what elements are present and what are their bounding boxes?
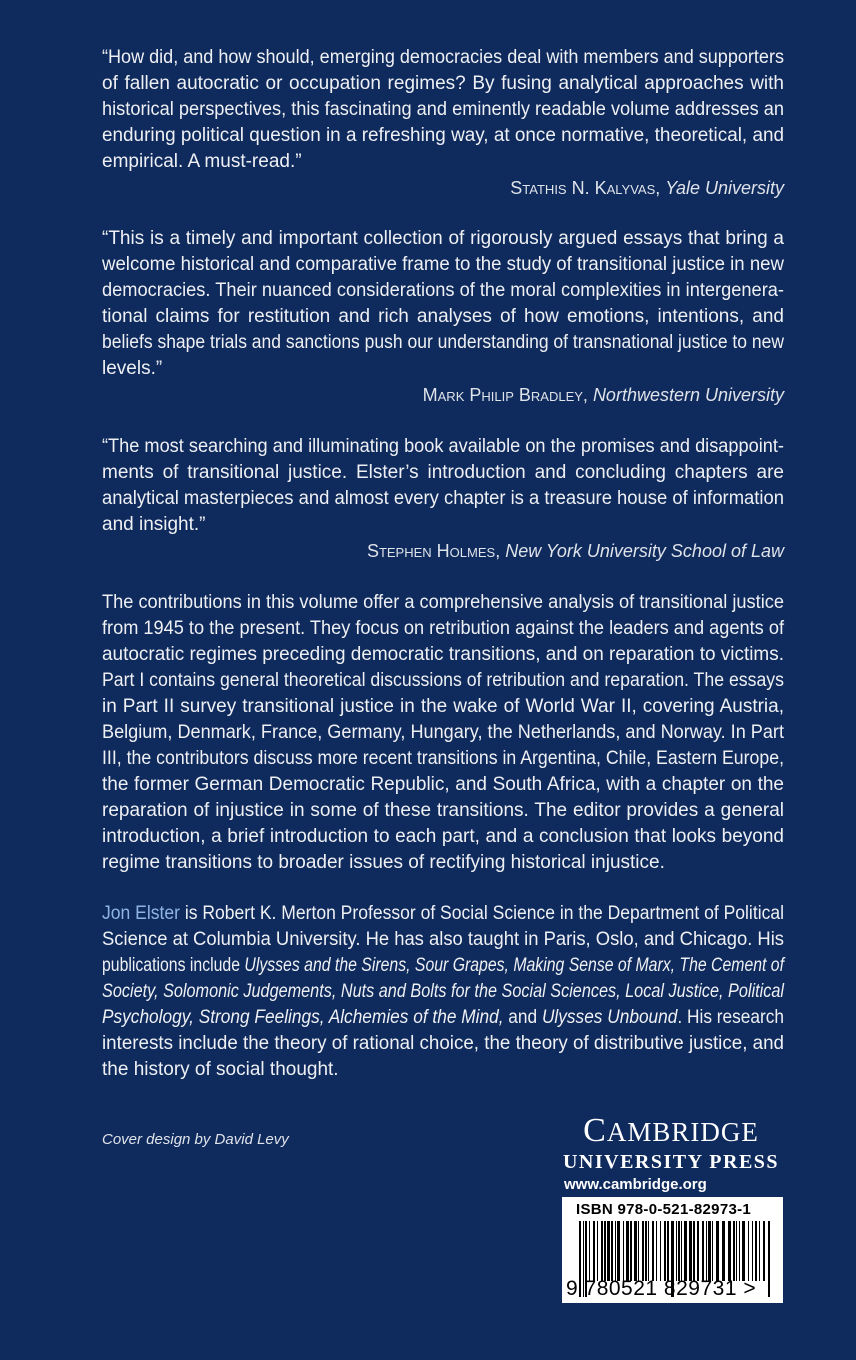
barcode-bar bbox=[736, 1221, 737, 1281]
author-name: Jon Elster bbox=[102, 903, 180, 924]
publisher-name bbox=[560, 1112, 782, 1151]
barcode-bar bbox=[660, 1221, 661, 1281]
quote-attribution bbox=[102, 538, 784, 564]
quote-line-text: analytical masterpieces and almost every chapter is a treasure house of information bbox=[102, 488, 784, 509]
quote-line-text: ments of transitional justice. Elster’s introduction and concluding chapters are bbox=[102, 462, 784, 483]
barcode-bar bbox=[667, 1221, 669, 1281]
description-line bbox=[102, 590, 784, 616]
bio-text: the history of social thought. bbox=[102, 1059, 339, 1080]
barcode-bar bbox=[615, 1221, 616, 1281]
description-line-text: III, the contributors discuss more recent transitions in Argentina, Chile, Eastern Europe, bbox=[102, 748, 784, 769]
barcode-bar bbox=[593, 1221, 595, 1281]
description-line bbox=[102, 772, 784, 798]
barcode-bar bbox=[652, 1221, 654, 1281]
cover-credit: Cover design by David Levy bbox=[102, 1131, 289, 1148]
quote-line-text: empirical. A must-read.” bbox=[102, 151, 302, 172]
barcode-bar bbox=[702, 1221, 704, 1281]
bio-text: publications include bbox=[102, 955, 245, 976]
attribution-separator: , bbox=[582, 385, 593, 405]
quote-line bbox=[102, 512, 784, 538]
barcode-bar bbox=[728, 1221, 731, 1281]
barcode-bar bbox=[708, 1221, 711, 1281]
barcode-bar bbox=[689, 1221, 692, 1281]
description-line bbox=[102, 668, 784, 694]
quote-line bbox=[102, 304, 784, 330]
quote-line-text: “The most searching and illuminating book available on the promises and disappoint- bbox=[102, 436, 784, 457]
barcode-bar bbox=[630, 1221, 632, 1281]
quote-line bbox=[102, 434, 784, 460]
bio-text: and bbox=[503, 1007, 542, 1028]
attribution-separator: , bbox=[655, 178, 666, 198]
description-line bbox=[102, 746, 784, 772]
book-titles: Ulysses Unbound bbox=[541, 1007, 678, 1028]
description-line bbox=[102, 616, 784, 642]
barcode-bar bbox=[597, 1221, 598, 1281]
book-description bbox=[102, 590, 784, 876]
description-line-text: regime transitions to broader issues of rectifying historical injustice. bbox=[102, 852, 665, 873]
publisher-logo bbox=[560, 1112, 782, 1197]
description-line bbox=[102, 694, 784, 720]
description-line-text: autocratic regimes preceding democratic transitions, and on reparation to victims. bbox=[102, 644, 784, 665]
bio-line bbox=[102, 1057, 784, 1083]
attribution-name: Mark Philip Bradley bbox=[422, 385, 583, 405]
quote-line-text: enduring political question in a refreshing way, at once normative, theoretical, and bbox=[102, 125, 784, 146]
bio-line bbox=[102, 953, 784, 979]
quote-line bbox=[102, 97, 784, 123]
barcode-bar bbox=[617, 1221, 620, 1281]
quote-line bbox=[102, 123, 784, 149]
publisher-name-rest: AMBRIDGE bbox=[606, 1117, 759, 1147]
barcode-bar bbox=[748, 1221, 749, 1281]
description-line-text: introduction, a brief introduction to each part, and a conclusion that looks beyond bbox=[102, 826, 784, 847]
quote-line-text: democracies. Their nuanced considerations of the moral complexities in intergenera- bbox=[102, 280, 784, 301]
barcode-bar bbox=[733, 1221, 735, 1281]
isbn-label: ISBN 978-0-521-82973-1 bbox=[576, 1201, 752, 1218]
quote-line-text: levels.” bbox=[102, 358, 163, 379]
barcode-bar bbox=[676, 1221, 677, 1281]
barcode-bar bbox=[648, 1221, 649, 1281]
barcode-bar bbox=[768, 1221, 770, 1297]
bio-text: is Robert K. Merton Professor of Social Science in the Department of Political bbox=[179, 903, 785, 924]
barcode-bar bbox=[681, 1221, 682, 1281]
book-titles: Psychology, Strong Feelings, Alchemies of the Mind, bbox=[102, 1007, 504, 1028]
description-line-text: reparation of injustice in some of these transitions. The editor provides a general bbox=[102, 800, 784, 821]
description-line-text: from 1945 to the present. They focus on retribution against the leaders and agents of bbox=[102, 618, 784, 639]
bio-line bbox=[102, 979, 784, 1005]
barcode-bar bbox=[693, 1221, 695, 1281]
publisher-initial: C bbox=[583, 1112, 607, 1149]
barcode-bar bbox=[642, 1221, 644, 1281]
endorsement-quote bbox=[102, 45, 784, 201]
attribution-affiliation: Yale University bbox=[665, 178, 784, 198]
barcode-bar bbox=[604, 1221, 606, 1281]
book-titles: Society, Solomonic Judgements, Nuts and Bolts for the Social Sciences, Local Justice, Political bbox=[102, 981, 784, 1002]
barcode-bar bbox=[611, 1221, 613, 1281]
quote-line bbox=[102, 278, 784, 304]
description-line-text: in Part II survey transitional justice in the wake of World War II, covering Austria, bbox=[102, 696, 784, 717]
barcode-bar bbox=[755, 1221, 757, 1281]
bio-line bbox=[102, 927, 784, 953]
author-bio bbox=[102, 901, 784, 1083]
attribution-name: Stathis N. Kalyvas bbox=[510, 178, 656, 198]
barcode-bar bbox=[645, 1221, 647, 1281]
quote-line bbox=[102, 486, 784, 512]
barcode-bar bbox=[752, 1221, 753, 1281]
bio-text: Science at Columbia University. He has also taught in Paris, Oslo, and Chicago. His bbox=[102, 929, 784, 950]
description-line bbox=[102, 798, 784, 824]
barcode-bar bbox=[697, 1221, 699, 1281]
endorsement-quote bbox=[102, 226, 784, 408]
description-line-text: Part I contains general theoretical discussions of retribution and reparation. The essays bbox=[102, 670, 784, 691]
barcode-bar bbox=[706, 1221, 707, 1281]
barcode-bar bbox=[607, 1221, 610, 1281]
publisher-subtitle: UNIVERSITY PRESS bbox=[562, 1151, 780, 1173]
quote-line bbox=[102, 149, 784, 175]
barcode-bar bbox=[712, 1221, 713, 1281]
description-line bbox=[102, 850, 784, 876]
bio-text: interests include the theory of rational choice, the theory of distributive justice, and bbox=[102, 1033, 784, 1054]
description-line-text: the former German Democratic Republic, and South Africa, with a chapter on the bbox=[102, 774, 784, 795]
book-titles: Ulysses and the Sirens, Sour Grapes, Making Sense of Marx, The Cement of bbox=[244, 955, 784, 976]
endorsement-quote bbox=[102, 434, 784, 564]
quote-attribution bbox=[102, 382, 784, 408]
quote-line bbox=[102, 356, 784, 382]
description-line-text: Belgium, Denmark, France, Germany, Hungary, the Netherlands, and Norway. In Part bbox=[102, 722, 784, 743]
quote-line bbox=[102, 71, 784, 97]
barcode-bar bbox=[589, 1221, 590, 1281]
barcode-bar bbox=[678, 1221, 680, 1281]
quote-line-text: tional claims for restitution and rich analyses of how emotions, intentions, and bbox=[102, 306, 784, 327]
bio-line bbox=[102, 901, 784, 927]
description-line-text: The contributions in this volume offer a comprehensive analysis of transitional justice bbox=[102, 592, 784, 613]
attribution-name: Stephen Holmes bbox=[366, 541, 496, 561]
bio-line bbox=[102, 1031, 784, 1057]
description-line bbox=[102, 720, 784, 746]
quote-line-text: of fallen autocratic or occupation regimes? By fusing analytical approaches with bbox=[102, 73, 784, 94]
quote-line-text: historical perspectives, this fascinating and eminently readable volume addresses an bbox=[102, 99, 784, 120]
bio-text: . His research bbox=[677, 1007, 784, 1028]
quote-line bbox=[102, 226, 784, 252]
quote-line bbox=[102, 45, 784, 71]
barcode-bar bbox=[716, 1221, 719, 1281]
quote-line-text: and insight.” bbox=[102, 514, 206, 535]
barcode-bar bbox=[634, 1221, 637, 1281]
attribution-separator: , bbox=[495, 541, 506, 561]
barcode-bar bbox=[638, 1221, 639, 1281]
description-line bbox=[102, 642, 784, 668]
barcode-bar bbox=[684, 1221, 687, 1281]
publisher-url: www.cambridge.org bbox=[564, 1176, 707, 1193]
quote-line-text: beliefs shape trials and sanctions push our understanding of transnational justice to new bbox=[102, 332, 784, 353]
barcode-bar bbox=[656, 1221, 657, 1281]
barcode-bar bbox=[664, 1221, 666, 1281]
barcode-bar bbox=[722, 1221, 725, 1281]
attribution-affiliation: New York University School of Law bbox=[505, 541, 784, 561]
description-line bbox=[102, 824, 784, 850]
barcode-bar bbox=[623, 1221, 624, 1281]
quote-line-text: “How did, and how should, emerging democracies deal with members and supporters bbox=[102, 47, 784, 68]
quote-line bbox=[102, 252, 784, 278]
barcode-bar bbox=[601, 1221, 603, 1281]
isbn-barcode bbox=[562, 1197, 783, 1303]
quote-line-text: “This is a timely and important collection of rigorously argued essays that bring a bbox=[102, 228, 784, 249]
barcode-bar bbox=[739, 1221, 740, 1281]
quote-line-text: welcome historical and comparative frame to the study of transitional justice in new bbox=[102, 254, 784, 275]
quote-line bbox=[102, 330, 784, 356]
quote-attribution bbox=[102, 175, 784, 201]
barcode-bar bbox=[626, 1221, 629, 1281]
barcode-bar bbox=[759, 1221, 760, 1281]
barcode-digits: 9 780521 829731 > bbox=[566, 1277, 757, 1300]
quote-line bbox=[102, 460, 784, 486]
attribution-affiliation: Northwestern University bbox=[592, 385, 784, 405]
barcode-bar bbox=[763, 1221, 765, 1281]
bio-line bbox=[102, 1005, 784, 1031]
barcode-bar bbox=[742, 1221, 745, 1281]
